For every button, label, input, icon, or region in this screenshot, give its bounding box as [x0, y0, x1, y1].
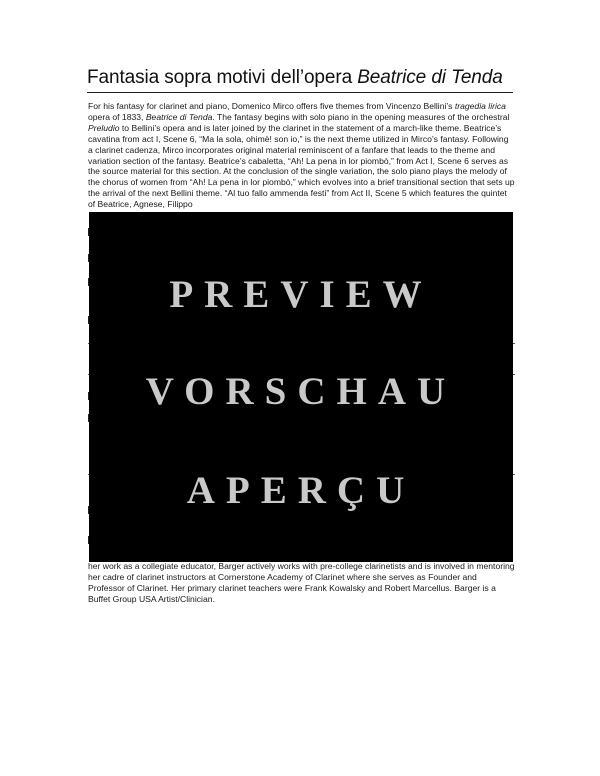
watermark-vorschau-text: VORSCHAU [145, 370, 457, 413]
paragraph-italic: Beatrice di Tenda [145, 111, 213, 122]
paragraph-text: to Bellini’s opera and is later joined by the clarinet in the statement of a march-like theme. Beatrice’s cavatina from act I, Scene 6, “Ma la sola, ohimè! son io,” is the next theme utilized in Mirco’s fantasy. Following a clarinet cadenza, Mirco incorporates original material reminiscent of a fanfare that leads to the theme and variation section of the fantasy. Beatrice’s cabaletta, “Ah! La pena in lor piombò,” from Act I, Scene 6 serves as the source material for this section. At the conclusion of the single variation, the solo piano plays the melody of the chorus of women from “Ah! La pena in lor piombò,” which evolves into a brief transitional section that sets up the arrival of the next Bellini theme. “Al tuo fallo ammenda festi” from Act II, Scene 5 which features the quintet of Beatrice, Agnese, Filippo [88, 122, 515, 210]
paragraph-text: For his fantasy for clarinet and piano, Domenico Mirco offers five themes from Vincenzo Bellini’s [88, 101, 455, 111]
paragraph-italic: tragedia lirica [454, 101, 506, 111]
title-italic-text: Beatrice di Tenda [357, 67, 503, 88]
watermark-apercu-text: APERÇU [186, 469, 416, 512]
page-title [87, 66, 515, 90]
program-note-paragraph [88, 101, 515, 217]
paragraph-text: . The fantasy begins with solo piano in the opening measures of the orchestral [212, 111, 510, 122]
watermark-preview-text: PREVIEW [169, 273, 433, 316]
biography-paragraph: her work as a collegiate educator, Barger actively works with pre-college clarinetists and is involved in mentoring her cadre of clarinet instructors at Cornerstone Academy of Clarinet where she serves as Founder and Professor of Clarinet. Her primary clarinet teachers were Frank Kowalsky and Robert Marcellus. Barger is a Buffet Group USA Artist/Clinician. [88, 561, 515, 604]
title-rule [87, 92, 513, 93]
title-text: Fantasia sopra motivi dell’opera [87, 67, 358, 88]
preview-watermark-overlay [89, 212, 513, 562]
paragraph-text: opera of 1833, [88, 111, 146, 122]
paragraph-italic: Preludio [88, 122, 120, 133]
